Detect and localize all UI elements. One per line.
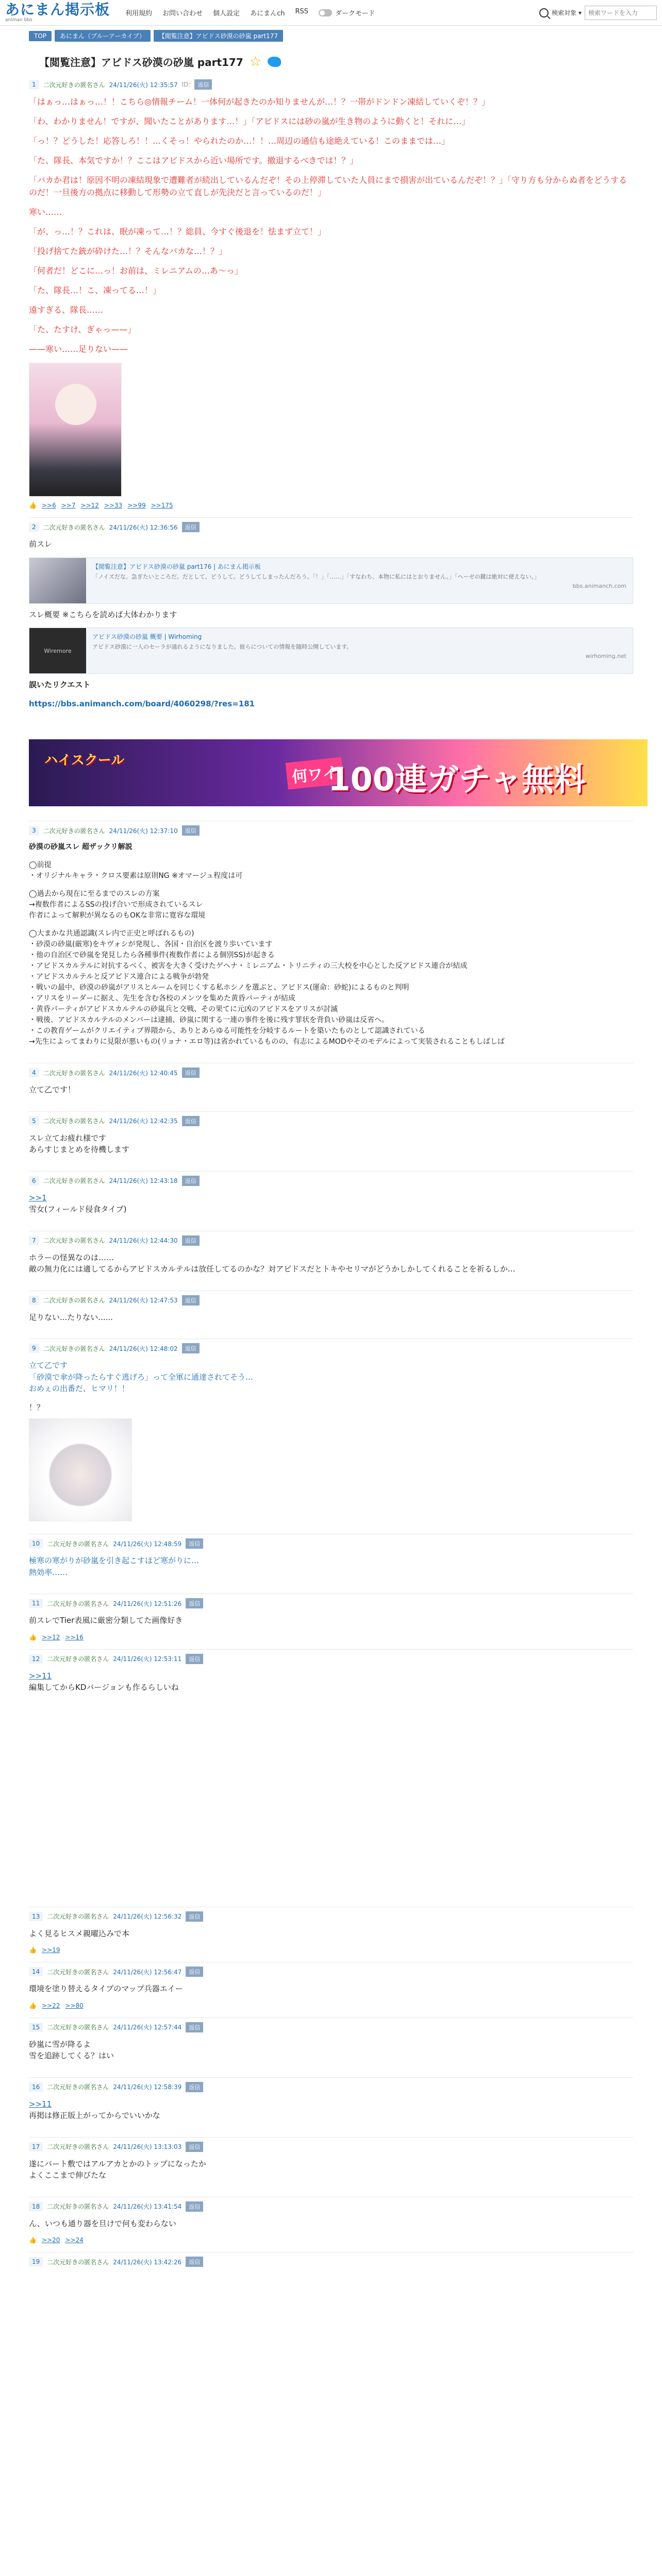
post-number[interactable]: 5 [29, 1116, 39, 1126]
anchor-link[interactable]: >>11 [29, 2099, 52, 2109]
post-date: 24/11/26(火) 12:48:59 [113, 1540, 182, 1548]
post-number[interactable]: 13 [29, 1912, 43, 1921]
post-header [29, 1911, 633, 1922]
site-header [0, 0, 662, 26]
nav-contact[interactable]: お問い合わせ [162, 10, 203, 18]
post-date: 24/11/26(火) 12:35:57 [109, 81, 178, 89]
post-number[interactable]: 10 [29, 1539, 43, 1548]
post-line: 「た、隊長…！こ、凍ってる…！」 [29, 285, 161, 295]
reply-button[interactable]: 返信 [182, 522, 200, 532]
ad-text-left: ハイスクール [44, 753, 125, 768]
post-date: 24/11/26(火) 12:56:32 [113, 1913, 182, 1920]
reply-button[interactable]: 返信 [186, 2082, 203, 2092]
post-author: 二次元好きの匿名さん [47, 2203, 109, 2210]
post-body [29, 1252, 633, 1275]
reply-link[interactable]: >>12 [41, 1633, 60, 1641]
post-line: 「わ、わかりません！ですが、聞いたことがあります…！」「アビドスには砂の嵐が生き物のように動くと！それに…」 [29, 116, 470, 126]
link-card-url: bbs.animanch.com [572, 582, 626, 589]
post-header [29, 2142, 633, 2152]
post-number[interactable]: 9 [29, 1344, 39, 1353]
post-author: 二次元好きの匿名さん [43, 827, 105, 835]
site-logo[interactable] [5, 3, 110, 23]
reply-link[interactable]: >>22 [41, 2002, 60, 2009]
post-body [29, 1670, 633, 1693]
post-line: 「バカか君は！原因不明の凍結現象で遭難者が続出しているんだぞ！その上停滞していた人員にまで損害が出ているんだぞ！？」「守り方も分からぬ者をどうするのだ！一旦後方の拠点に移動して形勢の立て直しが先決だと言っているのだ！」 [29, 175, 627, 197]
post-header [29, 1654, 633, 1664]
post-header [29, 1598, 633, 1608]
post-number[interactable]: 7 [29, 1236, 39, 1245]
post-line: →複数作者によるSSの投げ合いで形成されているスレ [29, 901, 203, 909]
twitter-share-icon[interactable] [268, 57, 281, 67]
post-body [29, 96, 633, 355]
post-line: 寒い…… [29, 207, 62, 217]
thumbs-up-icon[interactable]: 👍 [29, 2236, 37, 2244]
link-card-url: wirhoming.net [585, 653, 626, 660]
reply-button[interactable]: 返信 [186, 2142, 203, 2152]
breadcrumb-thread[interactable]: 【閲覧注意】アビドス砂漠の砂嵐 part177 [154, 30, 283, 42]
post-body [29, 842, 633, 1047]
post-line: ・この教育ゲームがクリエイティブ界隈から、ありとあらゆる可能性を分岐するルートを築いたものとして認識されている [29, 1027, 425, 1035]
logo-subtext: animan bbs [5, 18, 32, 23]
post-number[interactable]: 3 [29, 826, 39, 835]
post-image[interactable] [29, 1418, 132, 1521]
reply-link[interactable]: >>80 [65, 2002, 84, 2009]
post-header [29, 2082, 633, 2092]
post-line: ん、いつも通り器を旦けで何も変わらない [29, 2218, 176, 2228]
post-id: ID: [181, 81, 191, 88]
post-14 [29, 1962, 633, 2018]
post-date: 24/11/26(火) 12:47:53 [109, 1297, 178, 1304]
post-body [29, 1615, 633, 1626]
post-header [29, 2257, 633, 2267]
post-number[interactable]: 14 [29, 1967, 43, 1976]
link-card-title: 【閲覧注意】アビドス砂漠の砂嵐 part176 | あにまん掲示板 [92, 563, 261, 570]
post-line: ◯前提 [29, 861, 52, 869]
post-16 [29, 2077, 633, 2137]
post-5 [29, 1111, 633, 1171]
post-number[interactable]: 2 [29, 522, 39, 532]
post-7 [29, 1231, 633, 1291]
post-number[interactable]: 11 [29, 1599, 43, 1608]
quote-line: 「砂漠で傘が降ったらすぐ逃げろ」って全軍に通達されてそう… [29, 1372, 254, 1382]
post-header [29, 1295, 633, 1306]
post-date: 24/11/26(火) 12:51:26 [113, 1600, 182, 1607]
post-body [29, 2218, 633, 2230]
post-line: よく見るヒスメ親曜込みで本 [29, 1928, 130, 1938]
nav-animanch[interactable]: あにまんch [250, 10, 285, 18]
post-line: 「が、っ…！？これは、眠が凍って…！？総員、今すぐ後退を！怯まず立て！」 [29, 227, 326, 236]
post-date: 24/11/26(火) 12:56:47 [113, 1968, 182, 1976]
post-line: 「た、たすけ、ぎゃっ——」 [29, 325, 136, 334]
post-author: 二次元好きの匿名さん [43, 1069, 105, 1077]
reply-link[interactable]: >>16 [65, 1633, 84, 1641]
quote-line: おめぇの出番だ、ヒマリ！！ [29, 1384, 129, 1393]
post-header [29, 1538, 633, 1549]
reply-button[interactable]: 返信 [182, 1343, 200, 1353]
post-line: スレ立てお疲れ様です [29, 1133, 107, 1143]
thumbs-up-icon[interactable]: 👍 [29, 1946, 37, 1954]
post-header [29, 1176, 633, 1186]
post-date: 24/11/26(火) 12:53:11 [113, 1655, 182, 1663]
post-author: 二次元好きの匿名さん [43, 1237, 105, 1244]
post-header [29, 2022, 633, 2032]
post-line: ！？ [29, 1402, 45, 1412]
reply-link[interactable]: >>7 [61, 502, 76, 509]
post-line: 足りない...たりない...... [29, 1312, 113, 1322]
thread-container [0, 54, 662, 2281]
thumbs-up-icon[interactable]: 👍 [29, 502, 37, 509]
post-4 [29, 1063, 633, 1111]
link-card-prev-thread[interactable] [29, 557, 633, 604]
post-line: ・他の自治区で砂嵐を発見したら各種事件(複数作者による個別SS)が起きる [29, 951, 275, 959]
post-line: 作者によって解釈が異なるのもOKな非常に寛容な環境 [29, 911, 206, 920]
post-line: ・戦いの最中、砂漠の砂嵐がアリスとルームを同じくする私ホシノを選ぶと、アビドス(運命：砂蛇)によるものと判明 [29, 984, 409, 992]
post-author: 二次元好きの匿名さん [43, 1345, 105, 1352]
post-date: 24/11/26(火) 13:41:54 [113, 2203, 182, 2210]
reply-button[interactable]: 返信 [182, 1295, 200, 1306]
search-icon[interactable] [539, 8, 549, 18]
post-line: ・砂漠の砂嵐(厳寒)をキヴォシが発現し、各国・自治区を渡り歩いています [29, 940, 273, 948]
breadcrumb-board[interactable]: あにまん（ブルーアーカイブ） [55, 30, 151, 42]
post-header [29, 1116, 633, 1126]
quote-line: 立て乙です [29, 1361, 68, 1370]
post-body [29, 1132, 633, 1156]
post-number[interactable]: 1 [29, 80, 39, 89]
post-number[interactable]: 18 [29, 2202, 43, 2211]
reply-button[interactable]: 返信 [182, 1067, 200, 1078]
reply-button[interactable]: 返信 [186, 1654, 203, 1664]
post-date: 24/11/26(火) 12:44:30 [109, 1237, 178, 1244]
post-date: 24/11/26(火) 13:13:03 [113, 2143, 182, 2150]
post-line: ・黄昏パーティがアビドスカルテルの砂嵐兵と交戦、その果てに元凶のアビドスをアリスが討滅 [29, 1005, 338, 1013]
post-line: 敵の無力化には適してるからアビドスカルテルは放任してるのかな？対アビドスだとトキやセリマがどうかしかしてくれることを祈るしか… [29, 1264, 516, 1274]
anchor-link[interactable]: >>1 [29, 1193, 47, 1202]
post-author: 二次元好きの匿名さん [47, 2258, 109, 2266]
post-author: 二次元好きの匿名さん [47, 2143, 109, 2150]
reply-links [29, 2002, 633, 2009]
post-link[interactable]: https://bbs.animanch.com/board/4060298/?res=181 [29, 699, 255, 708]
reply-link[interactable]: >>19 [41, 1946, 60, 1954]
post-number[interactable]: 8 [29, 1296, 39, 1305]
post-author: 二次元好きの匿名さん [43, 1297, 105, 1304]
post-line: 砂漠の砂嵐スレ 超ザックリ解説 [29, 843, 133, 851]
post-date: 24/11/26(火) 12:37:10 [109, 827, 178, 835]
nav-rss[interactable]: RSS [295, 8, 308, 15]
post-author: 二次元好きの匿名さん [47, 1913, 109, 1920]
anchor-link[interactable]: >>11 [29, 1671, 52, 1681]
reply-button[interactable]: 返信 [182, 1116, 200, 1126]
reply-link[interactable]: >>12 [80, 502, 99, 509]
post-date: 24/11/26(火) 13:42:26 [113, 2258, 182, 2266]
post-header [29, 522, 633, 532]
post-line: 砂嵐に雪が降るよ [29, 2039, 91, 2049]
post-line: 誤いたリクエスト [29, 680, 91, 689]
post-line: 遂にバート敷ではアルアカとかのトップになったか [29, 2159, 206, 2168]
post-number[interactable]: 15 [29, 2023, 43, 2032]
link-card-desc: アビドス砂漠に一人のセーラが通れるようになりました。彼らについての情報を随時公開しています。 [92, 643, 353, 650]
reply-link[interactable]: >>99 [127, 502, 146, 509]
post-date: 24/11/26(火) 12:42:35 [109, 1117, 178, 1125]
ad-banner[interactable] [29, 739, 648, 806]
reply-link[interactable]: >>20 [41, 2236, 60, 2244]
post-line: 「っ！？どうした！応答しろ！！…くそっ！やられたのか…！！…周辺の通信も途絶えている！このままでは…」 [29, 136, 450, 146]
nav-settings[interactable]: 個人設定 [213, 10, 240, 18]
reply-link[interactable]: >>6 [41, 502, 56, 509]
post-line: ・戦後、アビドスカルテルのメンバーは逮捕、砂嵐に関する一連の事件を後に残す罪状を背負い砂嵐は反省へ。 [29, 1016, 389, 1024]
post-body [29, 1928, 633, 1940]
star-icon[interactable]: ☆ [249, 54, 262, 70]
post-number[interactable]: 4 [29, 1068, 39, 1077]
post-line: 再掲は修正版上がってからでいいかな [29, 2111, 160, 2120]
post-8 [29, 1291, 633, 1339]
post-date: 24/11/26(火) 12:40:45 [109, 1069, 178, 1077]
post-number[interactable]: 17 [29, 2142, 43, 2151]
post-line: 編集してからKDバージョンも作るらしいね [29, 1683, 179, 1692]
link-card-info [86, 558, 633, 603]
reply-button[interactable]: 返信 [186, 1911, 203, 1922]
reply-button[interactable]: 返信 [186, 2201, 203, 2212]
post-13 [29, 1907, 633, 1962]
search-area [539, 6, 657, 20]
post-line: 遠すぎる、隊長…… [29, 305, 104, 315]
post-line: 雪を追跡してくる？はい [29, 2051, 114, 2060]
post-17 [29, 2137, 633, 2197]
post-header [29, 2201, 633, 2212]
post-line: ——寒い……足りない—— [29, 344, 128, 354]
post-author: 二次元好きの匿名さん [43, 81, 105, 89]
post-author: 二次元好きの匿名さん [47, 2083, 109, 2091]
reply-button[interactable]: 返信 [182, 825, 200, 836]
post-line: 「はぁっ…はぁっ…！！こちら◎情報チーム！一体何が起きたのか知りませんが…！？一帯がドンドン凍結していくぞ！？」 [29, 97, 490, 107]
post-line: あらすじまとめを待機します [29, 1145, 130, 1154]
toggle-switch-icon[interactable] [319, 9, 332, 16]
breadcrumb [0, 26, 662, 46]
post-body [29, 2098, 633, 2122]
post-body [29, 1192, 633, 1215]
post-author: 二次元好きの匿名さん [47, 1540, 109, 1548]
search-target-select[interactable]: 検索対象 ▾ [552, 9, 582, 16]
post-line: ・アビドスカルテルと反アビドス連合による戦争が勃発 [29, 973, 209, 981]
post-line: よくここまで伸びたな [29, 2171, 107, 2180]
post-body [29, 538, 633, 709]
thread-title-row [39, 54, 633, 69]
reply-links [29, 1946, 633, 1954]
post-12 [29, 1649, 633, 1907]
post-date: 24/11/26(火) 12:57:44 [113, 2024, 182, 2031]
post-19 [29, 2252, 633, 2281]
post-number[interactable]: 16 [29, 2082, 43, 2092]
post-image[interactable] [29, 363, 122, 497]
link-card-summary[interactable] [29, 628, 633, 674]
link-card-thumbnail [29, 558, 86, 603]
post-line: 「何者だ！どこに…っ！お前は、ミレニアムの…あ〜っ」 [29, 266, 243, 276]
post-author: 二次元好きの匿名さん [47, 1968, 109, 1976]
thumbs-up-icon[interactable]: 👍 [29, 2002, 37, 2009]
reply-link[interactable]: >>24 [65, 2236, 84, 2244]
post-9 [29, 1338, 633, 1534]
reply-button[interactable]: 返信 [186, 2257, 203, 2267]
reply-links [29, 2236, 633, 2244]
post-body [29, 1084, 633, 1096]
reply-button[interactable]: 返信 [182, 1235, 200, 1246]
post-number[interactable]: 12 [29, 1654, 43, 1664]
post-author: 二次元好きの匿名さん [47, 1655, 109, 1663]
reply-button[interactable]: 返信 [186, 2022, 203, 2032]
reply-button[interactable]: 返信 [182, 1176, 200, 1186]
link-card-thumbnail: Wiremore [29, 628, 86, 673]
post-line: 環境を塗り替えるタイプのマップ兵器エイー [29, 1984, 183, 1993]
post-date: 24/11/26(火) 12:48:02 [109, 1345, 178, 1352]
post-header [29, 1067, 633, 1078]
thumbs-up-icon[interactable]: 👍 [29, 1633, 37, 1641]
post-body [29, 2158, 633, 2181]
post-body [29, 1312, 633, 1324]
post-number[interactable]: 19 [29, 2257, 43, 2266]
post-line: 「投げ捨てた銃が砕けた…！？そんなバカな…！？」 [29, 246, 227, 256]
post-line: 「た、隊長、本気ですか！？ここはアビドスから近い場所です。撤退するべきでは！？」 [29, 156, 358, 165]
post-line: 立て乙です！ [29, 1085, 76, 1094]
reply-links [29, 502, 633, 509]
page-title: 【閲覧注意】アビドス砂漠の砂嵐 part177 [39, 56, 243, 69]
post-1 [29, 79, 633, 517]
post-line: ホラーの怪異なのは…… [29, 1252, 114, 1262]
post-date: 24/11/26(火) 12:36:56 [109, 523, 178, 531]
main-nav [125, 8, 308, 18]
post-15 [29, 2018, 633, 2077]
post-11 [29, 1594, 633, 1649]
post-line: ・アリスをリーダーに据え、先生を含む各校のメンツを集めた黄昏パーティが結成 [29, 994, 295, 1003]
post-6 [29, 1171, 633, 1231]
post-header [29, 1967, 633, 1977]
post-header [29, 825, 633, 836]
post-2 [29, 517, 633, 725]
reply-link[interactable]: >>175 [151, 502, 173, 509]
search-input[interactable] [585, 6, 657, 20]
post-18 [29, 2197, 633, 2252]
post-3 [29, 821, 633, 1063]
post-line: 前スレ [29, 539, 53, 549]
post-body [29, 1555, 633, 1578]
post-header [29, 79, 633, 90]
post-author: 二次元好きの匿名さん [47, 1600, 109, 1607]
post-line: ・アビドスカルテルに対抗するべく、被害を大きく受けたゲヘナ・ミレニアム・トリニティの三大校を中心とした反アビドス連合が結成 [29, 962, 468, 970]
post-line: ◯過去から現在に至るまでのスレの方案 [29, 890, 160, 898]
post-body [29, 1360, 633, 1521]
post-date: 24/11/26(火) 12:43:18 [109, 1177, 178, 1184]
reply-button[interactable]: 返信 [186, 1598, 203, 1608]
post-line: ・オリジナルキャラ・クロス要素は原則NG ※オマージュ程度は可 [29, 872, 243, 880]
post-header [29, 1235, 633, 1246]
reply-links [29, 1634, 633, 1641]
post-line: ◯大まかな共通認識(スレ内で正史と呼ばれるもの) [29, 929, 194, 938]
link-card-desc: 「ノイズだな。急ぎたいところだ。だとして、どうして。どうしてしまったんだろう。「！」「……」「すなわち、本物に私にはとおりません。」「ヘーゼの鍵は絶対に使えない。」 [92, 573, 540, 580]
post-body [29, 1983, 633, 1995]
post-line: スレ概要 ※こちらを読めば大体わかります [29, 609, 177, 619]
reply-button[interactable]: 返信 [186, 1967, 203, 1977]
breadcrumb-top[interactable]: TOP [29, 31, 52, 41]
post-author: 二次元好きの匿名さん [43, 1117, 105, 1125]
post-author: 二次元好きの匿名さん [47, 2024, 109, 2031]
post-author: 二次元好きの匿名さん [43, 1177, 105, 1184]
reply-button[interactable]: 返信 [194, 79, 212, 90]
ad-text-right: 100連ガチャ無料 [328, 760, 586, 798]
quote-line: 熱効率…… [29, 1567, 68, 1577]
ad-text-mid: 何ワイ [286, 757, 344, 789]
post-line: 雪女(フィールド侵食タイプ) [29, 1205, 127, 1214]
link-card-info [86, 628, 633, 673]
link-card-title: アビドス砂漠の砂嵐 概要 | Wirhoming [92, 633, 202, 640]
nav-terms[interactable]: 利用規約 [125, 10, 153, 18]
post-line: →先生によってまわりに見限が悪いもの(リョナ・エロ等)は省かれているものの、有志によるMODやそのモデルによって実装されることもしばしば [29, 1038, 505, 1046]
post-line: 前スレでTier表風に厳密分類してた画像好き [29, 1616, 183, 1625]
darkmode-toggle[interactable] [319, 8, 375, 18]
logo-text: あにまん掲示板 [5, 1, 110, 18]
post-body [29, 2039, 633, 2062]
post-header [29, 1343, 633, 1353]
post-author: 二次元好きの匿名さん [43, 523, 105, 531]
darkmode-label: ダークモード [335, 10, 375, 18]
reply-link[interactable]: >>33 [104, 502, 123, 509]
post-number[interactable]: 6 [29, 1176, 39, 1185]
quote-line: 極寒の寒がりが砂嵐を引き起こすほど寒がりに… [29, 1556, 200, 1565]
reply-button[interactable]: 返信 [186, 1538, 203, 1549]
post-date: 24/11/26(火) 12:58:39 [113, 2083, 182, 2091]
post-10 [29, 1534, 633, 1594]
